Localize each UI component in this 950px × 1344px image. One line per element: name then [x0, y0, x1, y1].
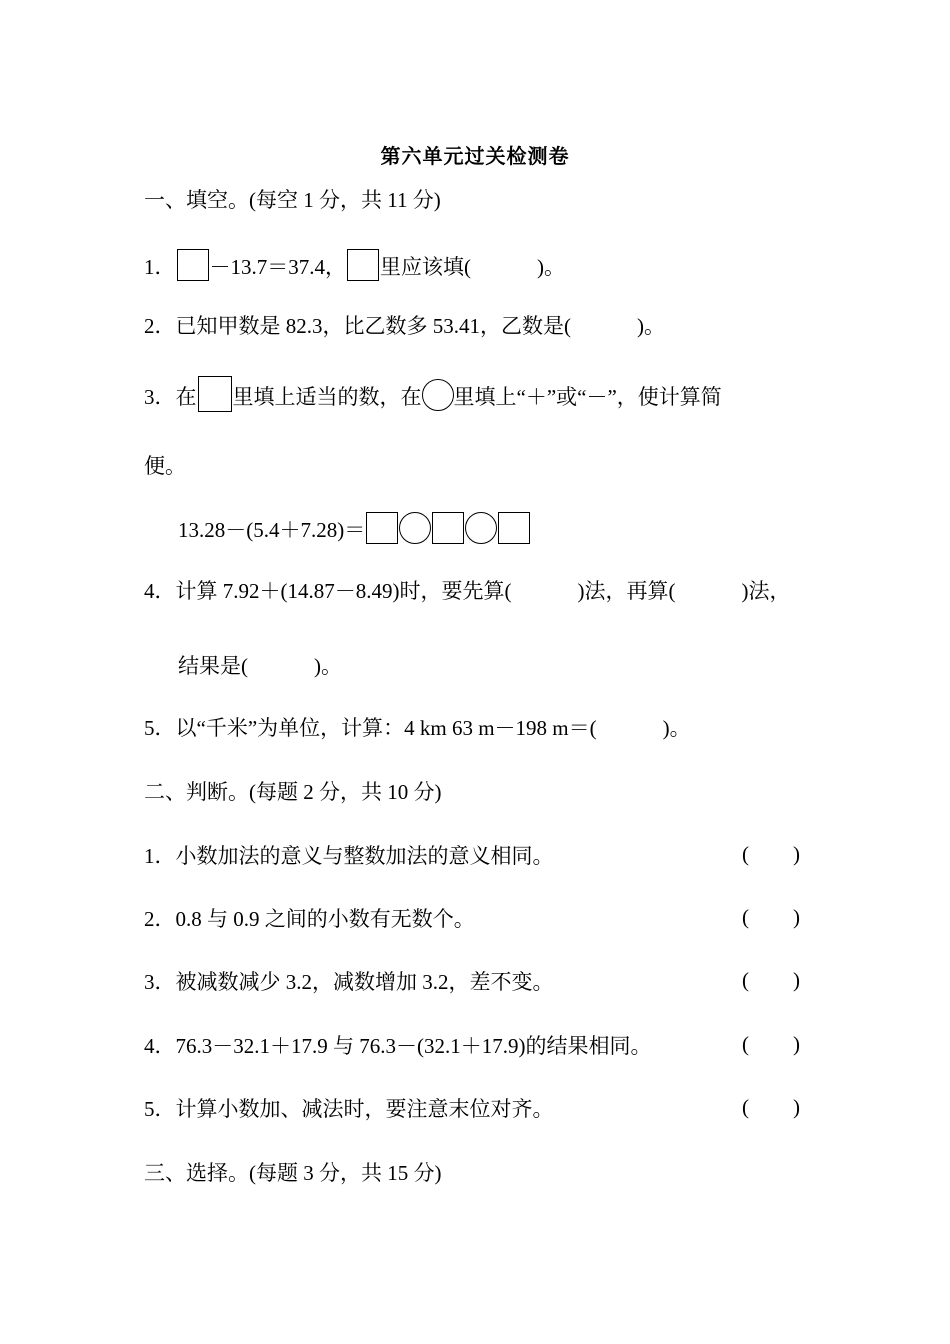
question-text: 76.3－32.1＋17.9 与 76.3－(32.1＋17.9)的结果相同。 [175, 1034, 652, 1058]
judgment-answer-paren[interactable] [742, 968, 800, 993]
judgment-answer-paren[interactable] [742, 842, 800, 867]
question-text: 被减数减少 3.2，减数增加 3.2，差不变。 [175, 970, 554, 994]
circle-symbol [422, 379, 454, 411]
paren-open: ( [742, 842, 749, 866]
paren-close: ) [793, 968, 800, 992]
question-text: 以“千米”为单位，计算：4 km 63 m－198 m＝( [175, 716, 597, 740]
section-2-heading: 二、判断。(每题 2 分，共 10 分) [144, 780, 442, 804]
answer-circle[interactable] [399, 512, 431, 544]
answer-circle[interactable] [465, 512, 497, 544]
question-number: 1． [144, 255, 176, 279]
question-1-4 [144, 577, 790, 605]
paren-close: ) [793, 842, 800, 866]
question-text: )。 [637, 314, 665, 338]
answer-box[interactable] [366, 512, 398, 544]
judgment-answer-paren[interactable] [742, 1095, 800, 1120]
paren-open: ( [742, 1032, 749, 1056]
question-text: )。 [662, 716, 691, 740]
question-text: )。 [314, 654, 342, 678]
question-text: 计算小数加、减法时，要注意末位对齐。 [175, 1097, 554, 1121]
expression-text: 13.28－(5.4＋7.28)＝ [178, 518, 366, 542]
question-text: 在 [175, 385, 197, 409]
judgment-item [144, 968, 554, 996]
judgment-answer-paren[interactable] [742, 1032, 800, 1057]
paren-close: ) [793, 905, 800, 929]
question-text: )法，再算( [577, 579, 676, 603]
question-text: 0.8 与 0.9 之间的小数有无数个。 [175, 907, 475, 931]
question-text: 已知甲数是 82.3，比乙数多 53.41，乙数是( [175, 314, 571, 338]
question-1-4-continued [178, 652, 342, 680]
question-text: －13.7＝37.4， [209, 255, 346, 279]
question-text: )法， [741, 579, 791, 603]
section-1-heading: 一、填空。(每空 1 分，共 11 分) [144, 188, 441, 212]
page-title: 第六单元过关检测卷 [380, 146, 570, 168]
paren-close: ) [793, 1095, 800, 1119]
question-text: 里填上“＋”或“－”，使计算简 [453, 385, 722, 409]
question-1-3 [144, 376, 722, 412]
judgment-item [144, 905, 475, 933]
answer-box[interactable] [177, 249, 209, 281]
question-1-3-continued: 便。 [144, 454, 186, 478]
question-number: 3． [144, 385, 176, 409]
paren-open: ( [742, 1095, 749, 1119]
question-1-1 [144, 249, 565, 281]
answer-box[interactable] [347, 249, 379, 281]
judgment-item [144, 1032, 652, 1060]
question-number: 5． [144, 716, 176, 740]
judgment-item [144, 1095, 554, 1123]
question-1-5 [144, 714, 691, 742]
paren-open: ( [742, 968, 749, 992]
paren-close: ) [793, 1032, 800, 1056]
answer-box[interactable] [432, 512, 464, 544]
question-text: 里填上适当的数，在 [232, 385, 422, 409]
question-number: 1． [144, 844, 176, 868]
section-3-heading: 三、选择。(每题 3 分，共 15 分) [144, 1161, 442, 1185]
judgment-item [144, 842, 554, 870]
question-1-2 [144, 312, 665, 340]
question-text: 小数加法的意义与整数加法的意义相同。 [175, 844, 554, 868]
judgment-answer-paren[interactable] [742, 905, 800, 930]
question-number: 5． [144, 1097, 176, 1121]
question-number: 2． [144, 314, 176, 338]
question-text: 计算 7.92＋(14.87－8.49)时，要先算( [175, 579, 512, 603]
square-symbol [198, 376, 232, 412]
question-text: 结果是( [178, 654, 248, 678]
question-number: 3． [144, 970, 176, 994]
question-number: 2． [144, 907, 176, 931]
question-1-3-expression [178, 512, 531, 544]
question-text: )。 [537, 255, 565, 279]
question-number: 4． [144, 579, 176, 603]
question-number: 4． [144, 1034, 176, 1058]
answer-box[interactable] [498, 512, 530, 544]
question-text: 里应该填( [380, 255, 471, 279]
paren-open: ( [742, 905, 749, 929]
